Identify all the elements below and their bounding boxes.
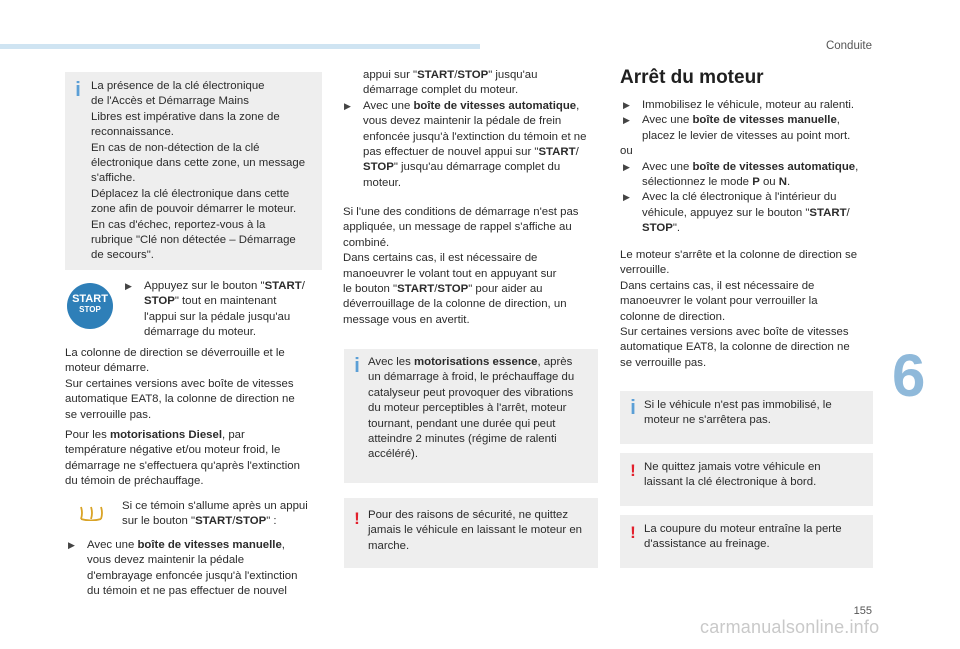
info-icon: i [75, 79, 81, 101]
press-start-instruction: ▶ Appuyez sur le bouton "START/ STOP" tout en maintenant l'appui sur la pédale jusqu'au démarrage du moteur. [125, 280, 305, 339]
warning-icon: ! [354, 509, 360, 528]
bullet-arrow-icon: ▶ [623, 100, 630, 110]
column-unlock-paragraph: La colonne de direction se déverrouille et le moteur démarre. Sur certaines versions avec boîte de vitesses automatique EAT8, la colonne de direction ne se verrouille pas. [65, 347, 295, 421]
bullet-arrow-icon: ▶ [623, 115, 630, 126]
automatic-gearbox-instruction: ▶ Avec une boîte de vitesses automatique, vous devez maintenir la pédale de frein enfoncée jusqu'à l'extinction du témoin et ne pas effectuer de nouvel appui sur "START/ STOP" jusqu'au démarrage complet du moteur. [344, 99, 587, 189]
section-title: Conduite [825, 40, 872, 52]
diesel-paragraph: Pour les motorisations Diesel, par température négative et/ou moteur froid, le démarrage ne s'effectuera qu'après l'extinction du témoin de préchauffage. [65, 429, 300, 488]
bullet-arrow-icon: ▶ [623, 161, 630, 172]
chapter-number: 6 [892, 342, 926, 409]
watermark: carmanualsonline.info [700, 617, 880, 637]
glow-plug-note: Si ce témoin s'allume après un appui sur le bouton "START/STOP" : [122, 500, 308, 528]
warning-icon: ! [630, 461, 636, 480]
info-box-not-immobilised: i Si le véhicule n'est pas immobilisé, le moteur ne s'arrêtera pas. [620, 391, 873, 444]
bullet-arrow-icon: ▶ [68, 540, 75, 550]
warning-box-engine-running: ! Pour des raisons de sécurité, ne quittez jamais le véhicule en laissant le moteur en marche. [344, 498, 598, 568]
continuation-text: appui sur "START/STOP" jusqu'au démarrage complet du moteur. ▶ Avec une boîte de vitesses automatique, vous devez maintenir la pédale de frein enfoncée jusqu'à l'extinction du témoin et ne pas effectuer de nouvel appui sur "START/ STOP" jusqu'au démarrage complet du moteur. [341, 68, 603, 191]
bullet-arrow-icon: ▶ [623, 192, 630, 203]
warning-box-brake-assistance: ! La coupure du moteur entraîne la perte d'assistance au freinage. [620, 515, 873, 568]
info-box-petrol-engines: i Avec les motorisations essence, après un démarrage à froid, le préchauffage du catalyseur peut provoquer des vibrations du moteur perceptibles à l'arrêt, moteur tournant, pendant une durée qui peut atteindre 2 minutes (régime de ralenti accéléré). [344, 349, 598, 483]
bullet-arrow-icon: ▶ [125, 281, 132, 291]
warning-box-key-on-board: ! Ne quittez jamais votre véhicule en laissant la clé électronique à bord. [620, 453, 873, 506]
page-number: 155 [853, 605, 872, 617]
steering-lock-paragraph: Le moteur s'arrête et la colonne de direction se verrouille. Dans certains cas, il est nécessaire de manoeuvrer le volant pour verrouiller la colonne de direction. Sur certaines versions avec boîte de vitesses automatique EAT8, la colonne de direction ne se verrouille pas. [620, 249, 858, 369]
preheating-warning-icon [79, 505, 103, 521]
header-bar [0, 44, 480, 49]
manual-gearbox-instruction: ▶ Avec une boîte de vitesses manuelle, vous devez maintenir la pédale d'embrayage enfoncée jusqu'à l'extinction du témoin et ne pas effectuer de nouvel [68, 539, 298, 598]
info-text: La présence de la clé électronique de l'Accès et Démarrage Mains Libres est impérative dans la zone de reconnaissance. En cas de non-détection de la clé électronique dans cette zone, un message s'affiche. Déplacez la clé électronique dans cette zone afin de pouvoir démarrer le moteur. En cas d'échec, reportez-vous à la rubrique "Clé non détectée – Démarrage de secours". [91, 80, 306, 262]
warning-icon: ! [630, 523, 636, 542]
section-heading-engine-stop: Arrêt du moteur [620, 67, 764, 88]
info-icon: i [630, 397, 636, 419]
start-stop-button-icon: START STOP [67, 283, 113, 329]
bullet-arrow-icon: ▶ [344, 100, 351, 111]
start-conditions-paragraph: Si l'une des conditions de démarrage n'est pas appliquée, un message de rappel s'affiche au combiné. Dans certains cas, il est nécessaire de manoeuvrer le volant tout en appuyant sur le bouton "START/STOP" pour aider au déverrouillage de la colonne de direction, un message vous en avertit. [343, 206, 579, 326]
engine-stop-steps: ▶ Immobilisez le véhicule, moteur au ralenti. ▶ Avec une boîte de vitesses manuelle, placez le levier de vitesses au point mort. ou ▶ Avec une boîte de vitesses automatique, sélectionnez le mode P ou N. ▶ Avec la clé électronique à l'intérieur du véhicule, appuyez sur le bouton "START/ STOP". [620, 99, 859, 235]
info-icon: i [354, 355, 360, 377]
info-box-key-presence [65, 72, 322, 270]
